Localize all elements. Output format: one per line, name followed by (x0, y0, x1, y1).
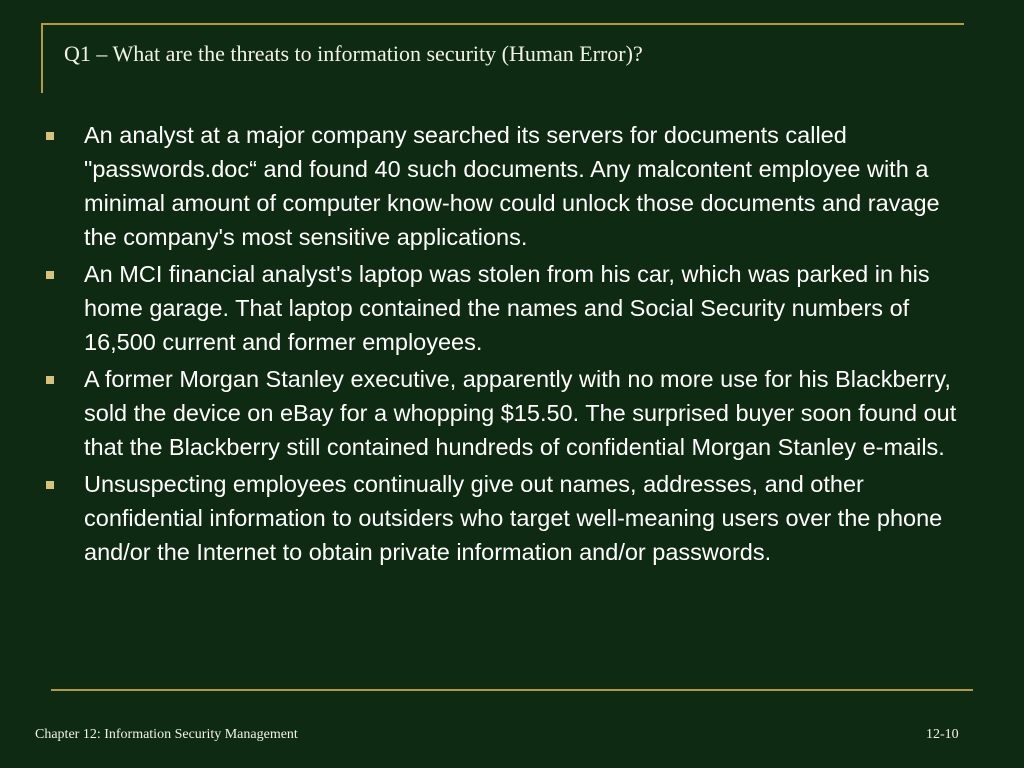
bullet-text: A former Morgan Stanley executive, apparently with no more use for his Blackberry, sold the device on eBay for a whopping $15.50. The surprised buyer soon found out that the Blackberry still contained hundreds of confidential Morgan Stanley e-mails. (84, 366, 957, 460)
page-number: 12-10 (926, 727, 959, 742)
bullet-text: An analyst at a major company searched its servers for documents called "passwords.doc“ and found 40 such documents. Any malcontent employee with a minimal amount of computer know-how could unlock those documents and ravage the company's most sensitive applications. (84, 122, 940, 250)
bullet-text: Unsuspecting employees continually give out names, addresses, and other confidential information to outsiders who target well-meaning users over the phone and/or the Internet to obtain private information and/or passwords. (84, 471, 943, 565)
square-bullet-icon (46, 481, 54, 489)
title-top-rule (41, 23, 964, 25)
bullet-item (46, 257, 966, 359)
bullet-list (46, 118, 966, 572)
bullet-item (46, 118, 966, 254)
bullet-item (46, 467, 966, 569)
footer-rule (51, 689, 973, 691)
bullet-item (46, 362, 966, 464)
footer-chapter: Chapter 12: Information Security Management (35, 727, 298, 742)
square-bullet-icon (46, 376, 54, 384)
title-left-rule (41, 23, 43, 93)
slide-title: Q1 – What are the threats to information security (Human Error)? (64, 41, 643, 66)
bullet-text: An MCI financial analyst's laptop was stolen from his car, which was parked in his home garage. That laptop contained the names and Social Security numbers of 16,500 current and former employees. (84, 261, 930, 355)
square-bullet-icon (46, 271, 54, 279)
square-bullet-icon (46, 132, 54, 140)
